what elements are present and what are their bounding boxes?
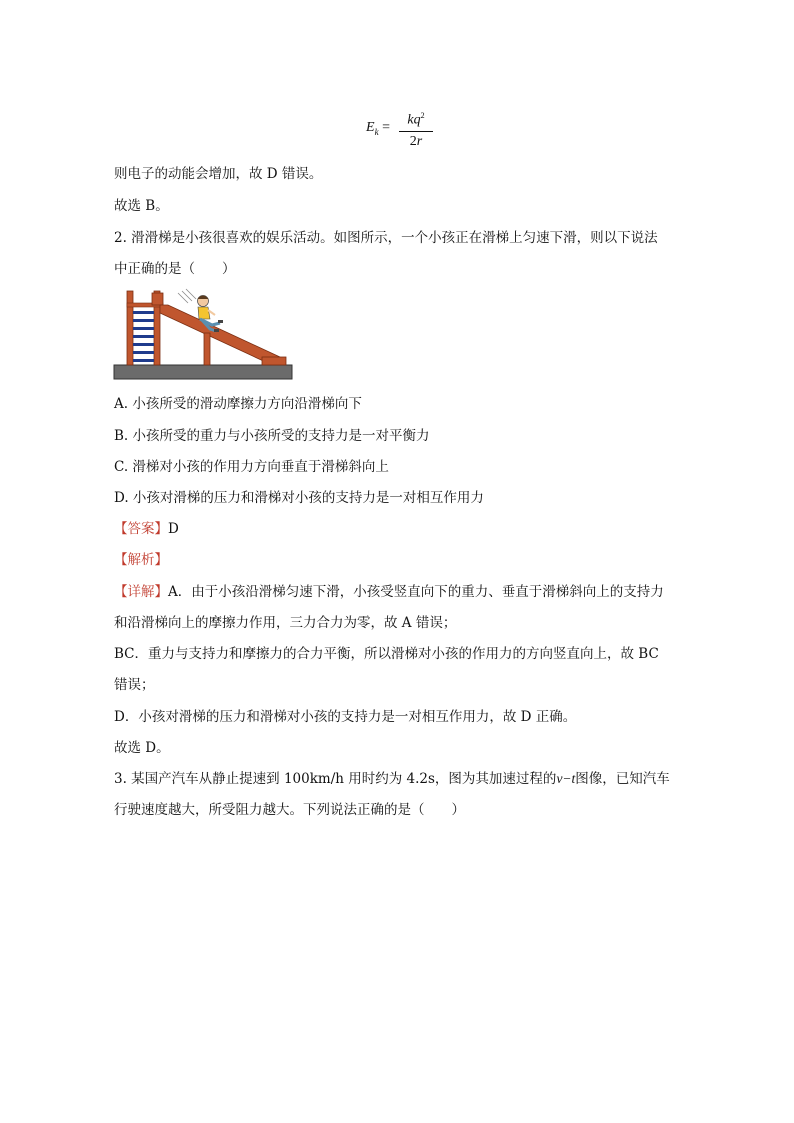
vt-symbol: v−t — [556, 771, 576, 786]
option-c: C. 滑梯对小孩的作用力方向垂直于滑梯斜向上 — [114, 459, 389, 475]
text-line: 故选 B。 — [114, 198, 169, 214]
formula-denominator: 2r — [409, 133, 423, 149]
detail-line-1 — [114, 583, 664, 601]
question-3-stem: 3. 某国产汽车从静止提速到 100km/h 用时约为 4.2s，图为其加速过程的v−t图像，已知汽车 — [114, 771, 670, 787]
option-b: B. 小孩所受的重力与小孩所受的支持力是一对平衡力 — [114, 428, 430, 444]
answer-label: 【答案】 — [114, 521, 168, 537]
platform — [152, 293, 163, 305]
motion-lines — [178, 289, 196, 303]
formula-fraction — [399, 108, 433, 150]
ladder-rungs — [133, 311, 154, 362]
detail-line-4: 错误； — [114, 677, 155, 693]
ground-icon — [114, 365, 292, 379]
answer-value: D — [168, 521, 179, 537]
detail-text: A．由于小孩沿滑梯匀速下滑，小孩受竖直向下的重力、垂直于滑梯斜向上的支持力 — [168, 584, 664, 600]
choose-line: 故选 D。 — [114, 740, 170, 756]
analysis-line — [114, 551, 168, 569]
text-line: 则电子的动能会增加，故 D 错误。 — [114, 166, 323, 182]
slide-support-leg — [204, 333, 210, 365]
fraction-bar — [399, 131, 433, 132]
detail-line-2: 和沿滑梯向上的摩擦力作用，三力合力为零，故 A 错误； — [114, 615, 457, 631]
question-2-stem: 2. 滑滑梯是小孩很喜欢的娱乐活动。如图所示，一个小孩正在滑梯上匀速下滑，则以下说法 — [114, 230, 658, 246]
option-a: A. 小孩所受的滑动摩擦力方向沿滑梯向下 — [114, 396, 362, 412]
answer-line — [114, 520, 179, 538]
slide-surface — [160, 305, 280, 365]
detail-label: 【详解】 — [114, 584, 168, 600]
question-2-stem-cont: 中正确的是（ ） — [114, 261, 236, 277]
analysis-label: 【解析】 — [114, 552, 168, 568]
ladder-post-left — [127, 291, 133, 365]
detail-line-5: D．小孩对滑梯的压力和滑梯对小孩的支持力是一对相互作用力，故 D 正确。 — [114, 709, 577, 725]
question-3-stem-cont: 行驶速度越大，所受阻力越大。下列说法正确的是（ ） — [114, 802, 465, 818]
formula-lhs: $E_k$ = — [366, 120, 390, 137]
detail-line-3: BC．重力与支持力和摩擦力的合力平衡，所以滑梯对小孩的作用力的方向竖直向上，故 BC — [114, 646, 659, 662]
option-d: D. 小孩对滑梯的压力和滑梯对小孩的支持力是一对相互作用力 — [114, 490, 484, 506]
slide-with-child-icon — [112, 285, 294, 381]
formula-numerator: $kq^2$ — [407, 111, 425, 128]
